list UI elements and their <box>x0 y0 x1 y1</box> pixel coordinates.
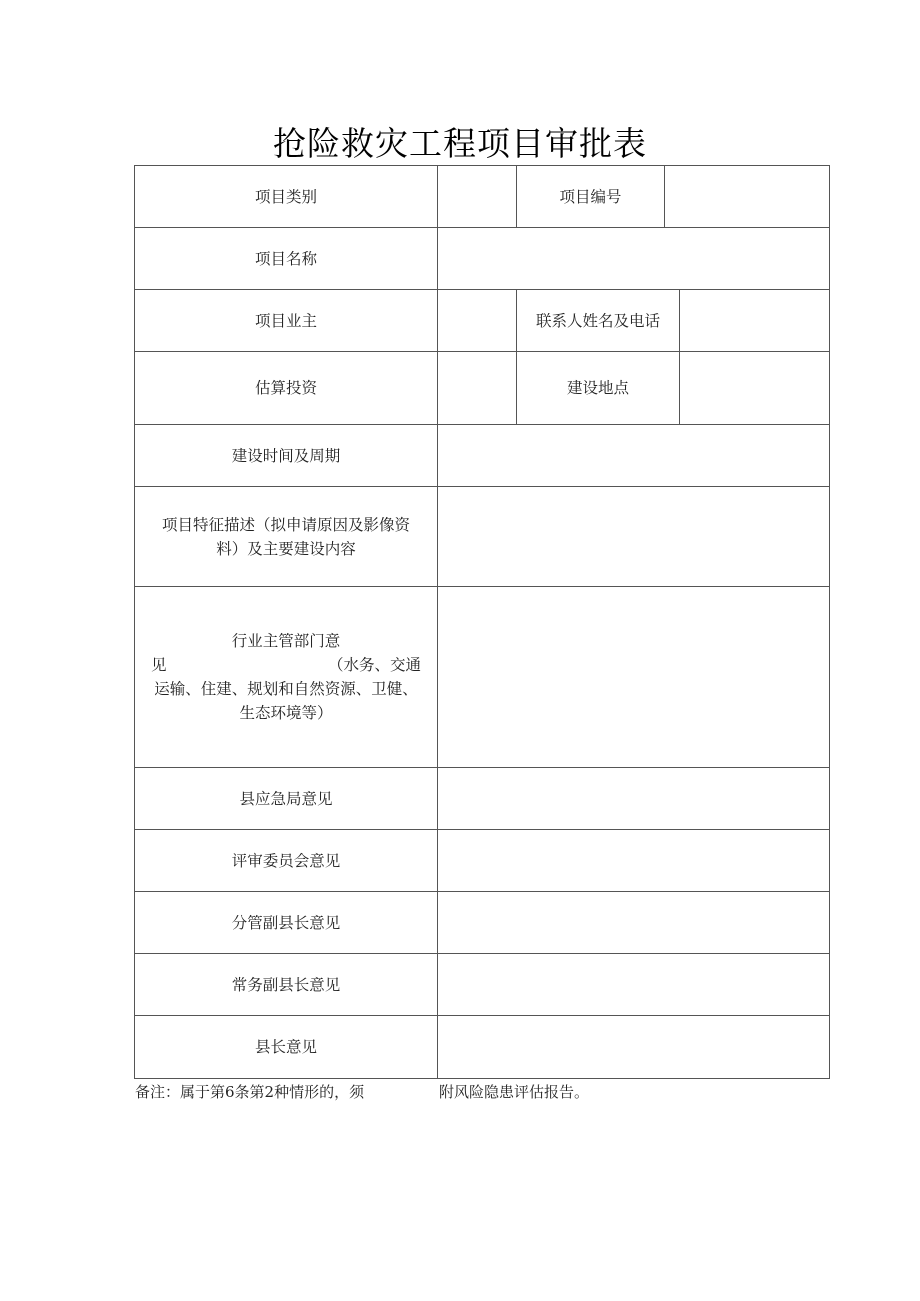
project-owner-label: 项目业主 <box>134 289 438 352</box>
executive-deputy-opinion-label: 常务副县长意见 <box>134 953 438 1016</box>
committee-opinion-field[interactable] <box>437 829 830 892</box>
emergency-opinion-label: 县应急局意见 <box>134 767 438 830</box>
project-name-field[interactable] <box>437 227 830 290</box>
investment-label: 估算投资 <box>134 351 438 425</box>
project-number-field[interactable] <box>664 165 830 228</box>
location-field[interactable] <box>679 351 830 425</box>
project-category-label: 项目类别 <box>134 165 438 228</box>
executive-deputy-opinion-field[interactable] <box>437 953 830 1016</box>
investment-field[interactable] <box>437 351 517 425</box>
description-label-line1: 项目特征描述（拟申请原因及影像资 <box>161 515 410 534</box>
project-name-label: 项目名称 <box>134 227 438 290</box>
location-label: 建设地点 <box>516 351 680 425</box>
committee-opinion-label: 评审委员会意见 <box>134 829 438 892</box>
project-owner-field[interactable] <box>437 289 517 352</box>
magistrate-opinion-label: 县长意见 <box>134 1015 438 1079</box>
magistrate-opinion-field[interactable] <box>437 1015 830 1079</box>
page-title: 抢险救灾工程项目审批表 <box>273 124 647 163</box>
industry-label-line3: 运输、住建、规划和自然资源、卫健、 <box>154 680 418 698</box>
period-label: 建设时间及周期 <box>134 424 438 487</box>
description-field[interactable] <box>437 486 830 587</box>
contact-label: 联系人姓名及电话 <box>516 289 680 352</box>
period-field[interactable] <box>437 424 830 487</box>
industry-label-line2b: （水务、交通 <box>327 656 421 674</box>
industry-opinion-field[interactable] <box>437 586 830 768</box>
industry-label-line2 <box>151 653 421 677</box>
industry-label-line1: 行业主管部门意 <box>231 632 341 650</box>
deputy-magistrate-opinion-label: 分管副县长意见 <box>134 891 438 954</box>
project-number-label: 项目编号 <box>516 165 665 228</box>
description-label <box>134 486 438 587</box>
project-category-field[interactable] <box>437 165 517 228</box>
industry-label-line4: 生态环境等） <box>239 704 333 722</box>
industry-opinion-label <box>134 586 438 768</box>
industry-label-line2a: 见 <box>151 656 167 674</box>
footnote-part1: 备注：属于第6条第2种情形的，须 <box>135 1083 365 1101</box>
emergency-opinion-field[interactable] <box>437 767 830 830</box>
footnote-part2: 附风险隐患评估报告。 <box>439 1083 590 1101</box>
contact-field[interactable] <box>679 289 830 352</box>
description-label-line2: 料）及主要建设内容 <box>216 539 356 558</box>
deputy-magistrate-opinion-field[interactable] <box>437 891 830 954</box>
